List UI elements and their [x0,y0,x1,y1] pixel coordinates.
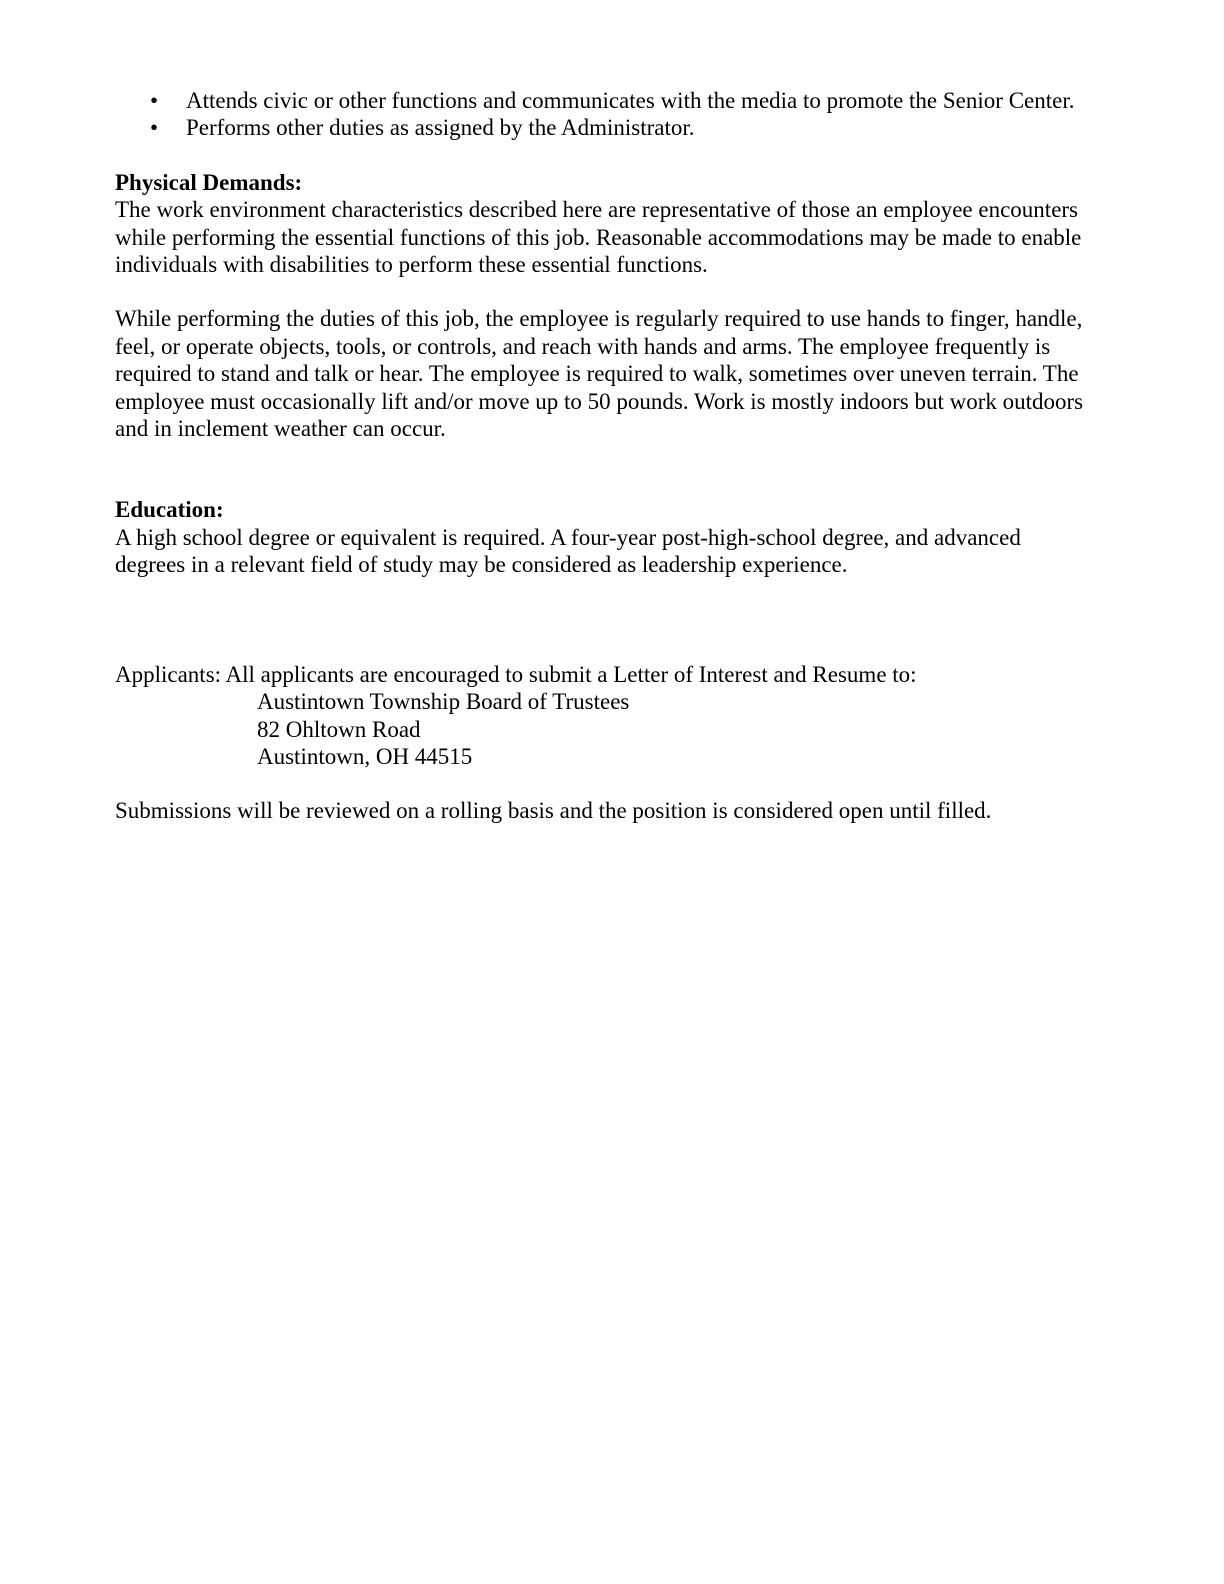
address-line: 82 Ohltown Road [257,716,421,742]
bullet-icon: • [150,88,159,113]
text-line: While performing the duties of this job, the employee is regularly required to use hands to finger, handle, [115,306,1083,332]
list-item-text: Attends civic or other functions and communicates with the media to promote the Senior Center. [186,88,1075,113]
applicants-section [115,661,1125,771]
address-line: Austintown, OH 44515 [257,743,473,769]
physical-demands-heading: Physical Demands: [115,169,303,195]
address-line: Austintown Township Board of Trustees [257,689,630,715]
text-line: The work environment characteristics described here are representative of those an employee encounters [115,197,1079,223]
physical-demands-paragraph-2 [115,305,1125,442]
physical-demands-section [115,169,1125,443]
mailing-address [115,688,1125,770]
list-item [115,114,1125,141]
text-line: employee must occasionally lift and/or move up to 50 pounds. Work is mostly indoors but work outdoors [115,388,1084,414]
list-item [115,87,1125,114]
text-line: and in inclement weather can occur. [115,416,446,442]
duties-list [115,87,1125,142]
text-line: A high school degree or equivalent is required. A four-year post-high-school degree, and advanced [115,524,1021,550]
bullet-icon: • [150,115,159,141]
text-line: while performing the essential functions of this job. Reasonable accommodations may be made to enable [115,224,1082,250]
submissions-note [115,797,1125,824]
text-line: individuals with disabilities to perform these essential functions. [115,252,708,278]
physical-demands-paragraph-1 [115,196,1125,278]
text-line: degrees in a relevant field of study may be considered as leadership experience. [115,552,848,578]
document-content [115,87,1125,825]
education-heading: Education: [115,497,224,523]
education-section [115,496,1125,578]
list-item-text: Performs other duties as assigned by the Administrator. [186,115,695,141]
applicants-intro: Applicants: All applicants are encouraged to submit a Letter of Interest and Resume to: [115,661,917,687]
education-paragraph [115,524,1125,579]
text-line: Submissions will be reviewed on a rolling basis and the position is considered open until filled. [115,798,992,824]
text-line: required to stand and talk or hear. The employee is required to walk, sometimes over uneven terrain. The [115,361,1079,387]
text-line: feel, or operate objects, tools, or controls, and reach with hands and arms. The employee frequently is [115,333,1051,359]
